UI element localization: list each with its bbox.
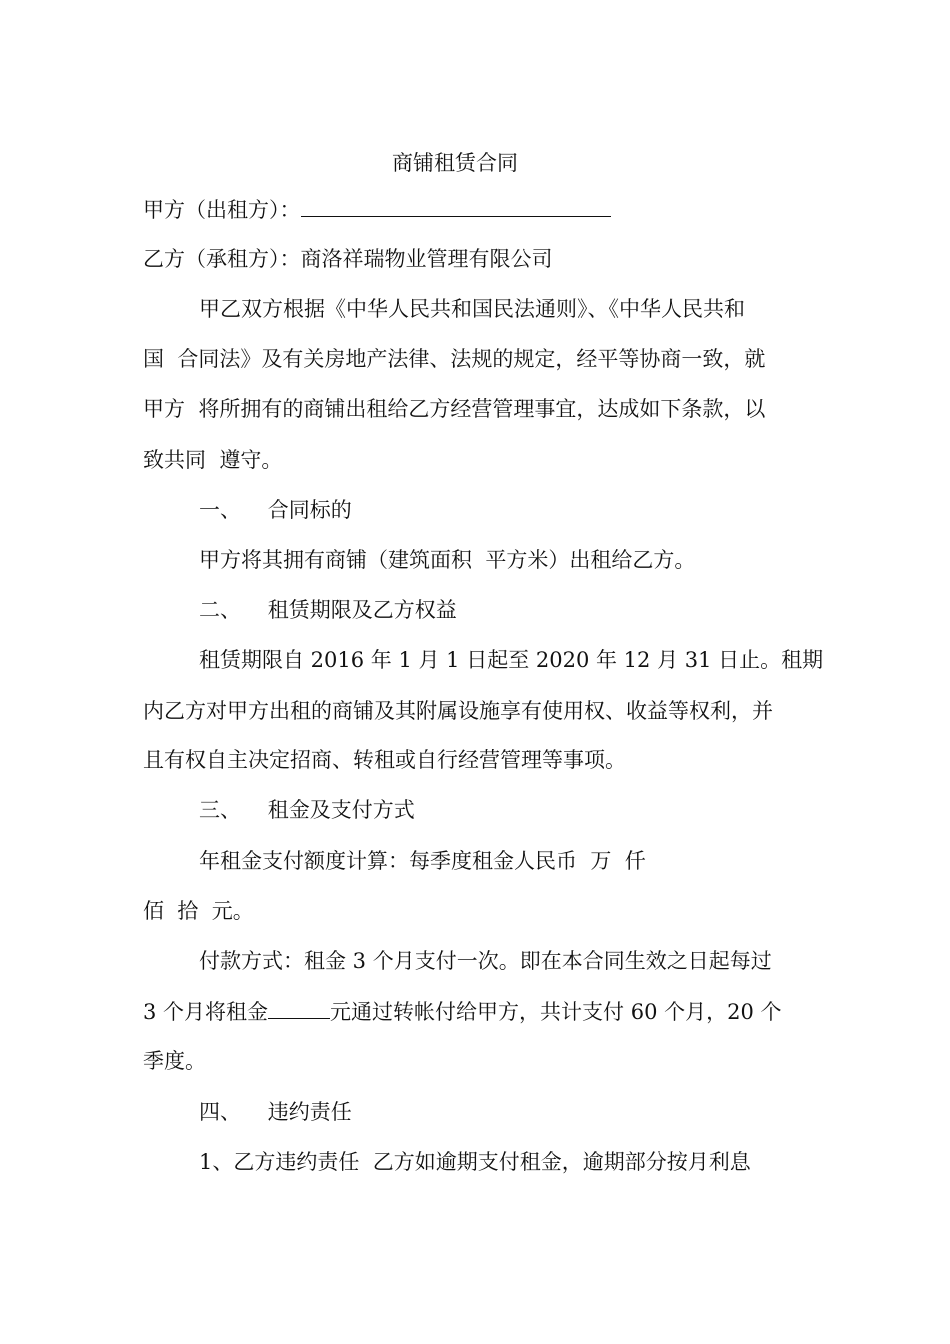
payment-line-2-end: 元通过转帐付给甲方，共计支付 60 个月，20 个 <box>330 1000 782 1024</box>
section-3-rent-line-2: 佰 拾 元。 <box>143 899 254 923</box>
section-1-text: 甲方将其拥有商铺（建筑面积 平方米）出租给乙方。 <box>199 548 696 572</box>
section-1-heading: 一、 合同标的 <box>199 498 352 522</box>
section-2-line-3: 且有权自主决定招商、转租或自行经营管理等事项。 <box>143 748 626 772</box>
section-3-payment-line-3: 季度。 <box>143 1049 206 1073</box>
rent-amount-blank <box>268 1002 330 1019</box>
section-3-payment-line-2 <box>143 998 782 1026</box>
section-3-heading: 三、 租金及支付方式 <box>199 798 415 822</box>
payment-line-2-start: 3 个月将租金 <box>143 1000 269 1024</box>
party-a-blank <box>301 200 611 217</box>
intro-line-2: 国 合同法》及有关房地产法律、法规的规定，经平等协商一致，就 <box>143 347 766 371</box>
section-2-line-1: 租赁期限自 2016 年 1 月 1 日起至 2020 年 12 月 31 日止。租期 <box>199 648 824 672</box>
section-4-heading: 四、 违约责任 <box>199 1100 352 1124</box>
section-4-line-1: 1、乙方违约责任 乙方如逾期支付租金，逾期部分按月利息 <box>199 1150 751 1174</box>
intro-line-4: 致共同 遵守。 <box>143 448 283 472</box>
section-2-line-2: 内乙方对甲方出租的商铺及其附属设施享有使用权、收益等权利，并 <box>143 699 773 723</box>
intro-line-1: 甲乙双方根据《中华人民共和国民法通则》、《中华人民共和 <box>199 297 745 321</box>
party-a-line <box>143 196 611 224</box>
section-2-heading: 二、 租赁期限及乙方权益 <box>199 598 457 622</box>
section-3-rent-line-1: 年租金支付额度计算：每季度租金人民币 万 仟 <box>199 849 646 873</box>
intro-line-3: 甲方 将所拥有的商铺出租给乙方经营管理事宜，达成如下条款，以 <box>143 397 766 421</box>
document-title: 商铺租赁合同 <box>392 151 518 175</box>
section-3-payment-line-1: 付款方式：租金 3 个月支付一次。即在本合同生效之日起每过 <box>199 949 772 973</box>
party-b-line: 乙方（承租方）：商洛祥瑞物业管理有限公司 <box>143 247 553 271</box>
party-a-label: 甲方（出租方）： <box>143 198 301 222</box>
